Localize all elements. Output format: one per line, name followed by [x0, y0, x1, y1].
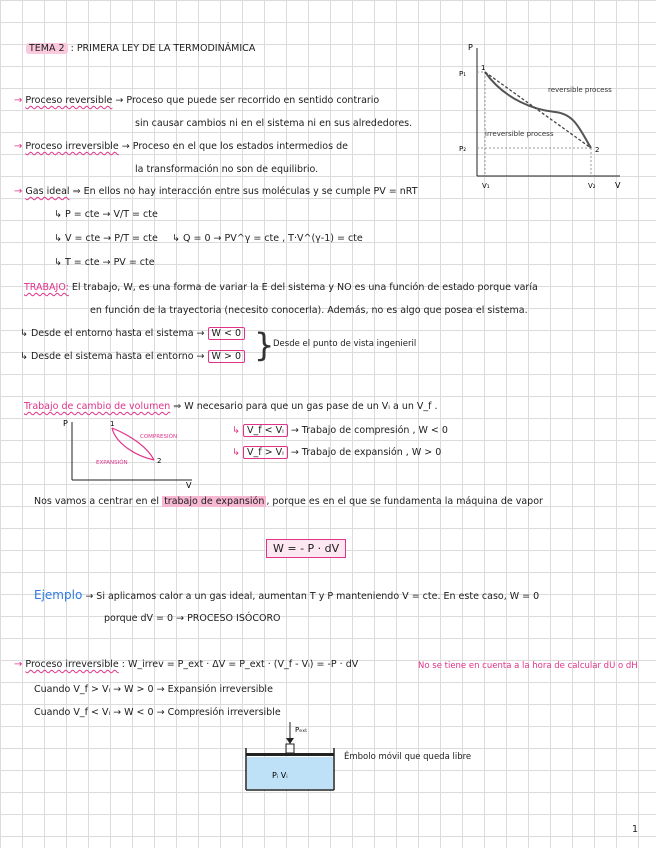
trabajo-case-2 [20, 350, 245, 364]
gas-ideal-def: ⇒ En ellos no hay interacción entre sus moléculas y se cumple PV = nRT [72, 186, 418, 197]
expansion-label: EXPANSIÓN [96, 460, 128, 466]
vf-lt-vi-box: V_f < Vᵢ [243, 424, 288, 437]
irrev-work-line [14, 658, 358, 672]
irreversible-term: Proceso irreversible [25, 141, 119, 152]
trabajo-case-2-text: ↳ Desde el sistema hasta el entorno → [20, 351, 205, 362]
title-row [26, 42, 255, 56]
cambio-volumen-line [24, 400, 438, 414]
p-axis-label: P [468, 43, 473, 52]
expansion-note-highlight: trabajo de expansión [164, 496, 265, 507]
pext-label: Pₑₓₜ [295, 726, 308, 734]
point-1-label: 1 [481, 64, 486, 72]
brace-note: Desde el punto de vista ingenieril [273, 339, 417, 349]
ejemplo-line1 [34, 588, 539, 604]
w-negative-box: W < 0 [208, 327, 245, 340]
trabajo-text2: en función de la trayectoria (necesito conocerla). Además, no es algo que posea el sistema. [90, 305, 528, 316]
piston-label: Émbolo móvil que queda libre [344, 752, 472, 762]
main-formula [266, 537, 346, 556]
brace-icon: } [254, 326, 275, 364]
irreversible-def-line1: → Proceso en el que los estados intermedios de [121, 141, 348, 152]
p2-label: P₂ [459, 145, 467, 153]
compression-case [232, 424, 448, 438]
irreversible-definition [14, 140, 348, 154]
reversible-label: reversible process [548, 86, 612, 94]
compression-text: → Trabajo de compresión , W < 0 [290, 425, 448, 436]
reversible-term: Proceso reversible [25, 95, 113, 106]
w-positive-box: W > 0 [208, 350, 245, 363]
compression-label: COMPRESIÓN [140, 434, 178, 440]
g-point-2: 2 [157, 457, 162, 465]
irrev-case-2: Cuando V_f < Vᵢ → W < 0 → Compresión irreversible [34, 707, 281, 718]
trabajo-line1 [24, 281, 538, 295]
trabajo-text1: El trabajo, W, es una forma de variar la E del sistema y NO es una función de estado porque varía [71, 282, 538, 293]
gas-case-adiabatic: ↳ Q = 0 → PV^γ = cte , T·V^(γ-1) = cte [172, 233, 363, 244]
ejemplo-text1: → Si aplicamos calor a un gas ideal, aumentan T y P manteniendo V = cte. En este caso, W = 0 [85, 591, 540, 602]
reversible-definition [14, 94, 379, 108]
expansion-note-post: , porque es en el que se fundamenta la máquina de vapor [266, 496, 543, 507]
v-axis-label-2: V [186, 481, 192, 488]
page-title: : PRIMERA LEY DE LA TERMODINÁMICA [70, 43, 256, 54]
cambio-volumen-def: ⇒ W necesario para que un gas pase de un Vᵢ a un V_f . [173, 401, 438, 412]
irrev-work-eq: : W_irrev = P_ext · ΔV = P_ext · (V_f - Vᵢ) = -P · dV [121, 659, 359, 670]
irrev-case-1: Cuando V_f > Vᵢ → W > 0 → Expansión irreversible [34, 684, 273, 695]
v-axis-label: V [615, 181, 621, 190]
reversible-def-line1: → Proceso que puede ser recorrido en sentido contrario [115, 95, 380, 106]
reversible-def-line2: sin causar cambios ni en el sistema ni en sus alrededores. [135, 118, 413, 129]
point-2-label: 2 [595, 146, 600, 154]
p-axis-label-2: P [63, 419, 68, 428]
arrow-icon: → [14, 141, 23, 152]
gas-case-v: ↳ V = cte → P/T = cte [54, 233, 158, 244]
expansion-note-pre: Nos vamos a centrar en el [34, 496, 160, 507]
vf-gt-vi-box: V_f > Vᵢ [243, 446, 288, 459]
v1-label: V₁ [482, 182, 490, 190]
trabajo-term: TRABAJO: [24, 282, 69, 293]
trabajo-case-1 [20, 327, 245, 341]
gas-ideal-term: Gas ideal [25, 186, 70, 197]
corner-arrow-icon: ↳ [232, 447, 240, 458]
v2-label: V₂ [588, 182, 596, 190]
topic-tag: TEMA 2 [26, 43, 68, 54]
trabajo-case-1-text: ↳ Desde el entorno hasta el sistema → [20, 328, 205, 339]
irrev-work-note: No se tiene en cuenta a la hora de calcular dU o dH [418, 661, 638, 671]
gas-case-t: ↳ T = cte → PV = cte [54, 257, 155, 268]
expansion-text: → Trabajo de expansión , W > 0 [290, 447, 442, 458]
main-formula-text: W = - P · dV [266, 539, 346, 558]
arrow-icon: → [14, 95, 23, 106]
ejemplo-text2: porque dV = 0 → PROCESO ISÓCORO [104, 613, 281, 624]
pv-diagram-compression-expansion [60, 416, 200, 488]
expansion-note [34, 495, 543, 509]
page-number: 1 [632, 824, 639, 835]
irreversible-label: irreversible process [485, 130, 554, 138]
gas-ideal-definition [14, 185, 418, 199]
arrow-icon: → [14, 659, 23, 670]
irreversible-def-line2: la transformación no son de equilibrio. [135, 164, 319, 175]
corner-arrow-icon: ↳ [232, 425, 240, 436]
irrev-work-term: Proceso irreversible [25, 659, 119, 670]
cambio-volumen-term: Trabajo de cambio de volumen [24, 401, 171, 412]
piston-diagram [240, 718, 340, 796]
p1-label: P₁ [459, 70, 467, 78]
piston-inside-label: Pᵢ Vᵢ [272, 771, 288, 780]
ejemplo-label: Ejemplo [34, 588, 83, 602]
g-point-1: 1 [110, 420, 115, 428]
arrow-icon: → [14, 186, 23, 197]
pv-diagram-reversible [455, 40, 635, 200]
gas-case-p: ↳ P = cte → V/T = cte [54, 209, 158, 220]
expansion-case [232, 446, 441, 460]
